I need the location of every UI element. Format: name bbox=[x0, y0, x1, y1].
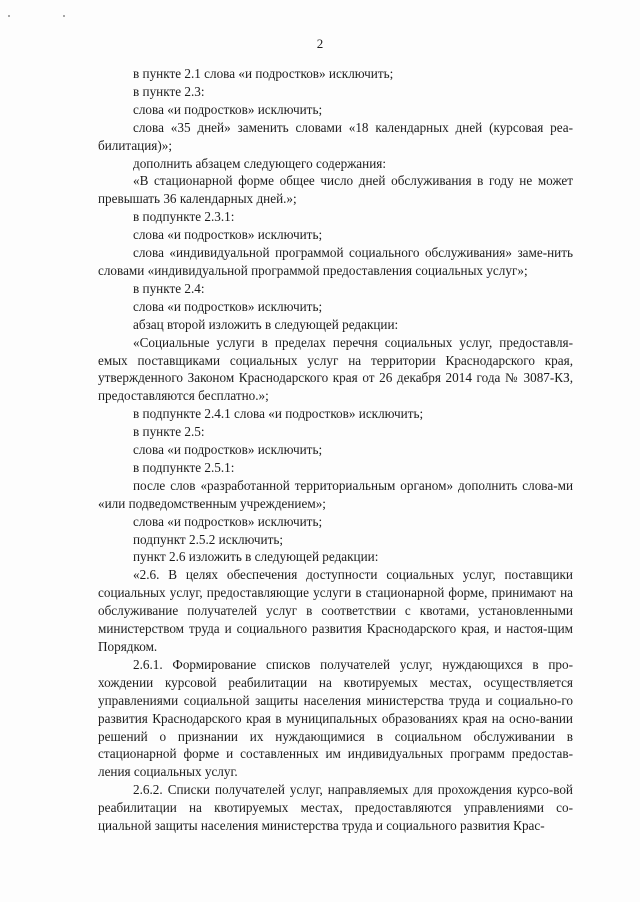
paragraph: в пункте 2.5: bbox=[133, 424, 205, 440]
paragraph: после слов «разработанной территориальным органом» дополнить слова-ми «или подведомственным учреждением»; bbox=[98, 477, 573, 511]
paragraph: дополнить абзацем следующего содержания: bbox=[133, 155, 387, 171]
paragraph: в пункте 2.4: bbox=[133, 280, 205, 296]
paragraph: пункт 2.6 изложить в следующей редакции: bbox=[133, 549, 379, 565]
paragraph: в подпункте 2.4.1 слова «и подростков» исключить; bbox=[133, 406, 424, 422]
paragraph: слова «и подростков» исключить; bbox=[133, 227, 323, 243]
paragraph: «Социальные услуги в пределах перечня социальных услуг, предоставля-емых поставщиками социальных услуг на территории Краснодарского края, утвержденного Законом Краснодарского края от 26 декабря 2014 года № 3087-КЗ, предоставляются бесплатно.»; bbox=[98, 334, 573, 404]
paragraph: абзац второй изложить в следующей редакции: bbox=[133, 316, 399, 332]
scan-speck bbox=[8, 15, 10, 17]
paragraph: в пункте 2.3: bbox=[133, 83, 205, 99]
paragraph: слова «и подростков» исключить; bbox=[133, 101, 323, 117]
paragraph: в подпункте 2.5.1: bbox=[133, 459, 235, 475]
paragraph: в пункте 2.1 слова «и подростков» исключить; bbox=[133, 66, 394, 81]
paragraph: слова «и подростков» исключить; bbox=[133, 513, 323, 529]
paragraph: слова «и подростков» исключить; bbox=[133, 298, 323, 314]
document-body bbox=[98, 65, 573, 835]
page-number: 2 bbox=[316, 36, 324, 51]
paragraph: в подпункте 2.3.1: bbox=[133, 209, 235, 225]
paragraph: 2.6.1. Формирование списков получателей услуг, нуждающихся в про-хождении курсовой реабилитации на квотируемых местах, осуществляется управлениями социальной защиты населения министерства труда и социально-го развития Краснодарского края в муниципальных образованиях края на осно-вании решений о признании их нуждающимися в социальном обслуживании в стационарной форме и составленных им индивидуальных программ предостав-ления социальных услуг. bbox=[98, 656, 573, 780]
paragraph: слова «и подростков» исключить; bbox=[133, 442, 323, 458]
paragraph: слова «35 дней» заменить словами «18 календарных дней (курсовая реа-билитация)»; bbox=[98, 119, 573, 153]
paragraph: «2.6. В целях обеспечения доступности социальных услуг, поставщики социальных услуг, предоставляющие услуги в стационарной форме, принимают на обслуживание получателей услуг в соответствии с квотами, установленными министерством труда и социального развития Краснодарского края, и настоя-щим Порядком. bbox=[98, 567, 573, 654]
scan-speck bbox=[63, 15, 65, 17]
paragraph: «В стационарной форме общее число дней обслуживания в году не может превышать 36 календарных дней.»; bbox=[98, 173, 573, 207]
paragraph: слова «индивидуальной программой социального обслуживания» заме-нить словами «индивидуальной программой предоставления социальных услуг»; bbox=[98, 245, 573, 278]
paragraph: подпункт 2.5.2 исключить; bbox=[133, 531, 284, 547]
paragraph: 2.6.2. Списки получателей услуг, направляемых для прохождения курсо-вой реабилитации на квотируемых местах, предоставляются управлениями со-циальной защиты населения министерства труда и социального развития Крас- bbox=[98, 782, 573, 834]
